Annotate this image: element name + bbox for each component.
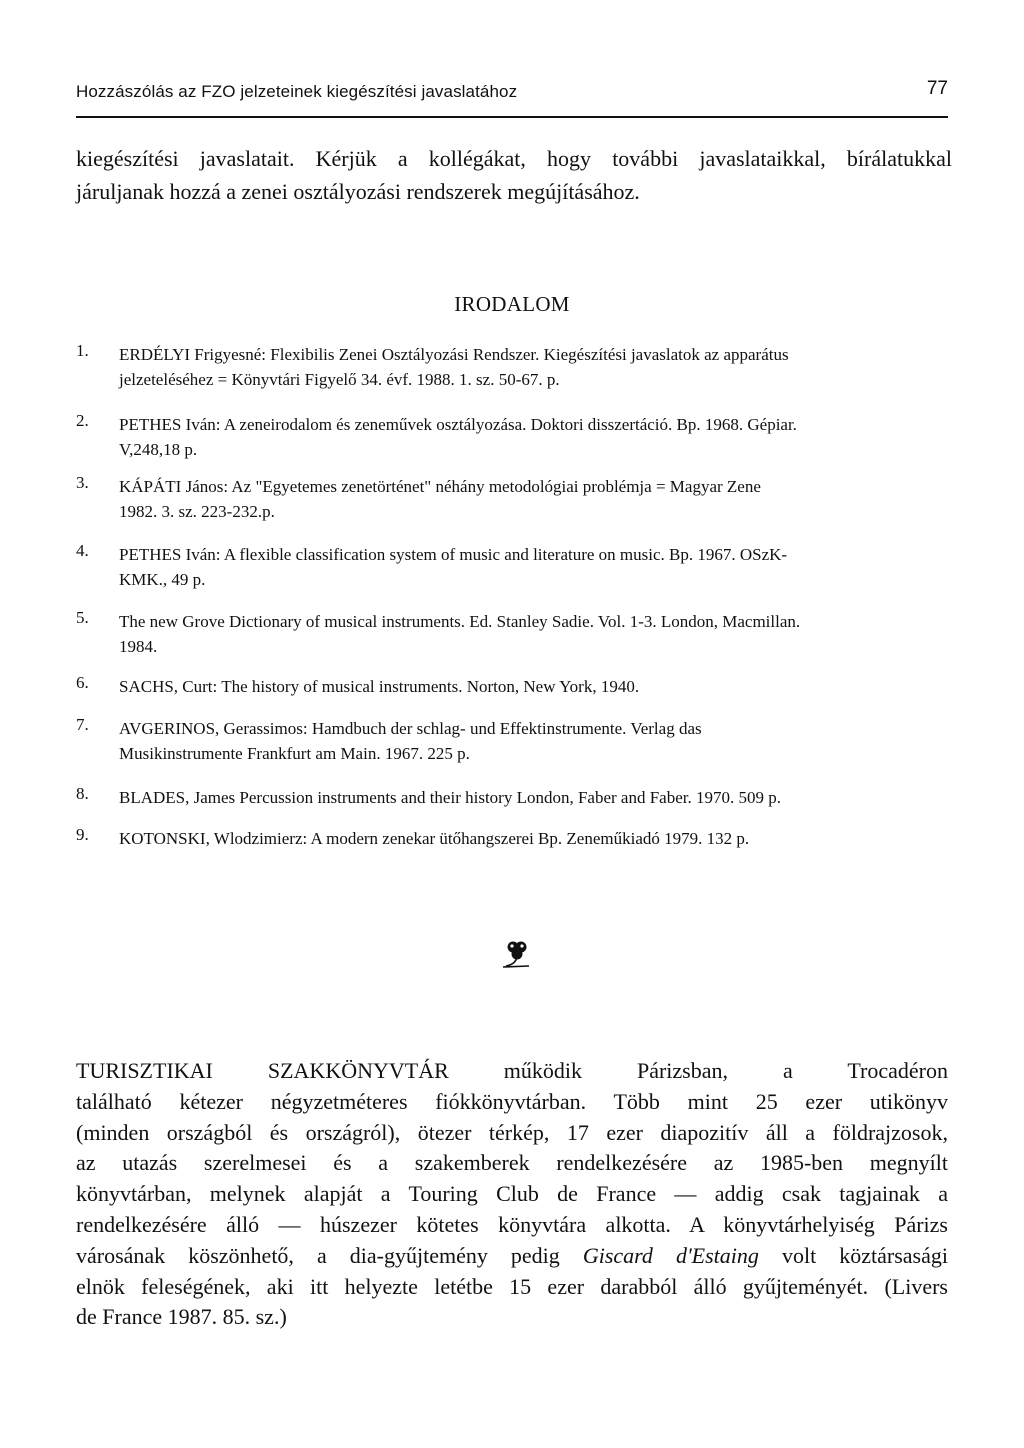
reference-number: 3. bbox=[76, 473, 89, 492]
reference-line: The new Grove Dictionary of musical instruments. Ed. Stanley Sadie. Vol. 1-3. London, Macmillan. bbox=[119, 612, 801, 631]
reference-item bbox=[76, 412, 956, 462]
reference-number: 1. bbox=[76, 341, 89, 360]
reference-number: 4. bbox=[76, 541, 89, 560]
intro-line: kiegészítési javaslatait. Kérjük a kollégákat, hogy további javaslataikkal, bírálatukkal bbox=[76, 146, 952, 171]
reference-item bbox=[76, 474, 956, 524]
reference-number: 5. bbox=[76, 608, 89, 627]
page-number: 77 bbox=[926, 78, 948, 99]
reference-item bbox=[76, 609, 956, 659]
reference-item bbox=[76, 785, 956, 810]
reference-item bbox=[76, 542, 956, 592]
reference-line: PETHES Iván: A flexible classification system of music and literature on music. Bp. 1967. OSzK- bbox=[119, 545, 788, 564]
reference-number: 2. bbox=[76, 411, 89, 430]
italic-name: Giscard d'Estaing bbox=[582, 1242, 759, 1268]
reference-line: PETHES Iván: A zeneirodalom és zeneművek osztályozása. Doktori disszertáció. Bp. 1968. Gépiar. bbox=[119, 415, 797, 434]
reference-item bbox=[76, 342, 956, 392]
news-paragraph bbox=[76, 1056, 948, 1333]
reference-line: 1984. bbox=[119, 637, 158, 656]
reference-line: ERDÉLYI Frigyesné: Flexibilis Zenei Osztályozási Rendszer. Kiegészítési javaslatok az apparátus bbox=[119, 345, 789, 364]
paragraph-line: TURISZTIKAI SZAKKÖNYVTÁR működik Párizsban, a Trocadéron bbox=[76, 1058, 948, 1083]
section-title: IRODALOM bbox=[454, 292, 570, 316]
reference-line: KOTONSKI, Wlodzimierz: A modern zenekar ütőhangszerei Bp. Zeneműkiadó 1979. 132 p. bbox=[119, 829, 750, 848]
reference-line: SACHS, Curt: The history of musical instruments. Norton, New York, 1940. bbox=[119, 677, 640, 696]
reference-line: jelzeteléséhez = Könyvtári Figyelő 34. évf. 1988. 1. sz. 50-67. p. bbox=[119, 370, 560, 389]
reference-line: AVGERINOS, Gerassimos: Hamdbuch der schlag- und Effektinstrumente. Verlag das bbox=[119, 719, 702, 738]
running-title: Hozzászólás az FZO jelzeteinek kiegészítési javaslatához bbox=[76, 82, 518, 101]
reference-line: KMK., 49 p. bbox=[119, 570, 206, 589]
reference-line: 1982. 3. sz. 223-232.p. bbox=[119, 502, 275, 521]
paragraph-line: elnök feleségének, aki itt helyezte letétbe 15 ezer darabból álló gyűjteményét. (Livers bbox=[76, 1273, 948, 1299]
paragraph-text: városának köszönhető, a dia-gyűjtemény pedig bbox=[76, 1242, 583, 1268]
reference-number: 9. bbox=[76, 825, 89, 844]
paragraph-line: található kétezer négyzetméteres fiókkönyvtárban. Több mint 25 ezer utikönyv bbox=[76, 1088, 948, 1114]
reference-line: V,248,18 p. bbox=[119, 440, 198, 459]
reference-item bbox=[76, 716, 956, 766]
reference-number: 6. bbox=[76, 673, 89, 692]
reference-item bbox=[76, 826, 956, 851]
reference-number: 7. bbox=[76, 715, 89, 734]
reference-item bbox=[76, 674, 956, 699]
reference-line: Musikinstrumente Frankfurt am Main. 1967. 225 p. bbox=[119, 744, 470, 763]
reference-number: 8. bbox=[76, 784, 89, 803]
paragraph-line bbox=[76, 1241, 948, 1272]
fleuron-ornament-icon bbox=[499, 935, 535, 971]
paragraph-line: könyvtárban, melynek alapját a Touring Club de France — addig csak tagjainak a bbox=[76, 1181, 948, 1207]
paragraph-line: (minden országból és országról), ötezer térkép, 17 ezer diapozitív áll a földrajzosok, bbox=[76, 1119, 948, 1145]
paragraph-line: az utazás szerelmesei és a szakemberek rendelkezésére az 1985-ben megnyílt bbox=[76, 1150, 948, 1176]
reference-line: KÁPÁTI János: Az "Egyetemes zenetörténet" néhány metodológiai problémja = Magyar Zene bbox=[119, 477, 761, 496]
paragraph-text: volt köztársasági bbox=[758, 1242, 948, 1268]
intro-line: járuljanak hozzá a zenei osztályozási rendszerek megújításához. bbox=[76, 179, 640, 204]
reference-line: BLADES, James Percussion instruments and their history London, Faber and Faber. 1970. 509 p. bbox=[119, 788, 781, 807]
running-header bbox=[76, 76, 948, 118]
intro-paragraph bbox=[76, 142, 952, 208]
paragraph-line: rendelkezésére álló — húszezer kötetes könyvtára alkotta. A könyvtárhelyiség Párizs bbox=[76, 1211, 948, 1237]
paragraph-line: de France 1987. 85. sz.) bbox=[76, 1304, 287, 1330]
